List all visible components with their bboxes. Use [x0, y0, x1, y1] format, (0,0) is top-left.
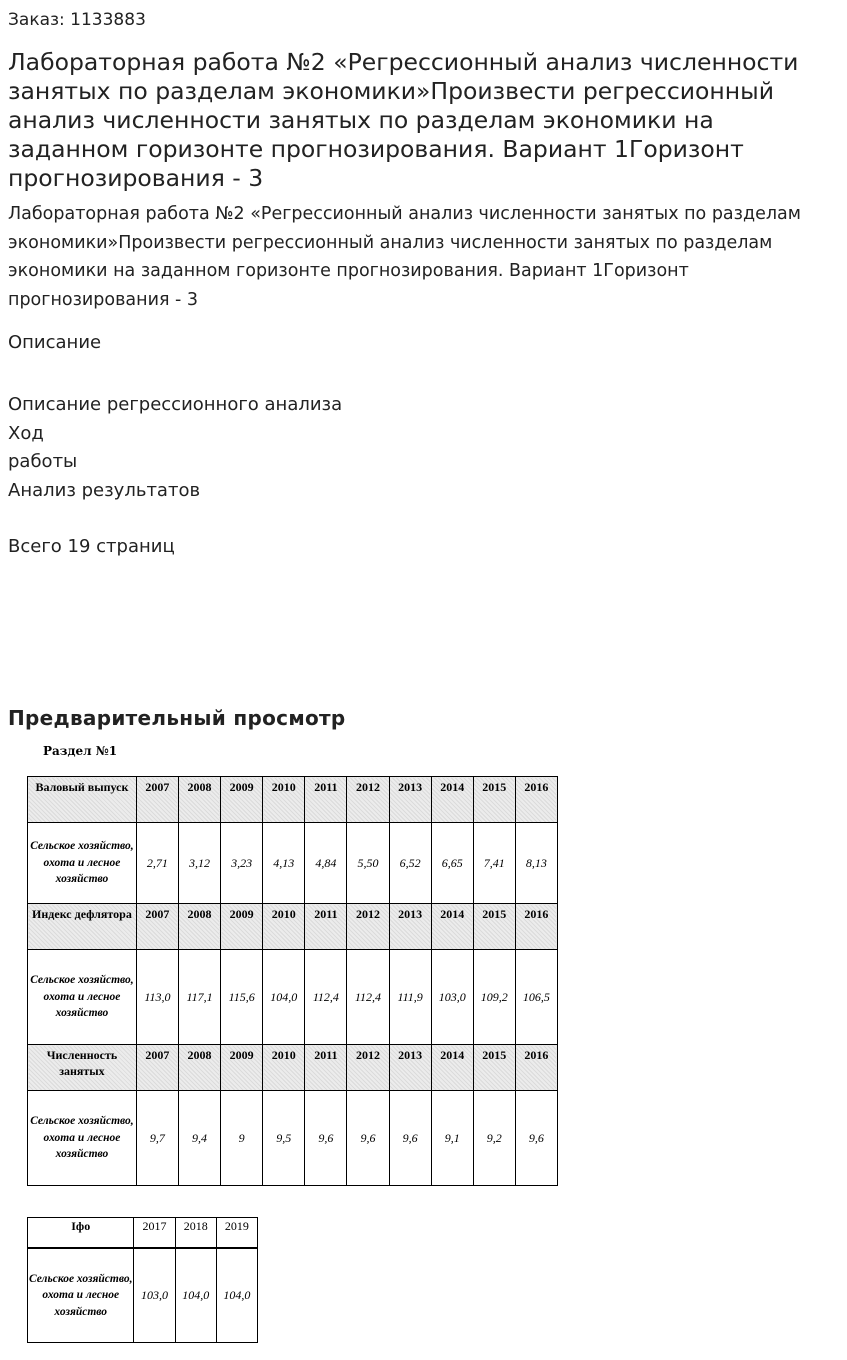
table-header-row: [28, 1045, 558, 1091]
value-cell: 4,13: [263, 823, 305, 904]
value-cell: 117,1: [178, 950, 220, 1045]
contents-list: [8, 391, 342, 505]
contents-item: работы: [8, 451, 78, 473]
year-cell: 2015: [473, 1045, 515, 1091]
year-cell: 2011: [305, 1045, 347, 1091]
value-cell: 8,13: [515, 823, 557, 904]
year-cell: 2012: [347, 904, 389, 950]
table-header-row: [28, 904, 558, 950]
value-cell: 9,7: [136, 1091, 178, 1186]
year-cell: 2019: [216, 1218, 257, 1248]
year-cell: 2014: [431, 1045, 473, 1091]
value-cell: 9,2: [473, 1091, 515, 1186]
section-label: Описание: [8, 332, 102, 353]
year-cell: 2015: [473, 777, 515, 823]
row-label-cell: Сельское хозяйство, охота и лесное хозяйство: [28, 1091, 137, 1186]
year-cell: 2008: [178, 904, 220, 950]
year-cell: 2010: [263, 904, 305, 950]
value-cell: 9: [221, 1091, 263, 1186]
year-cell: 2017: [134, 1218, 175, 1248]
value-cell: 112,4: [305, 950, 347, 1045]
value-cell: 103,0: [134, 1248, 175, 1343]
value-cell: 6,52: [389, 823, 431, 904]
year-cell: 2007: [136, 777, 178, 823]
order-number: Заказ: 1133883: [8, 10, 146, 30]
year-cell: 2011: [305, 904, 347, 950]
row-label-cell: Сельское хозяйство, охота и лесное хозяйство: [28, 950, 137, 1045]
description-text: Лабораторная работа №2 «Регрессионный анализ численности занятых по разделам экономики»Произвести регрессионный анализ численности занятых по разделам экономики на заданном горизонте прогнозирования. Вариант 1Горизонт прогнозирования - 3: [8, 204, 801, 310]
value-cell: 103,0: [431, 950, 473, 1045]
value-cell: 7,41: [473, 823, 515, 904]
table-row: [28, 1248, 258, 1343]
value-cell: 2,71: [136, 823, 178, 904]
year-cell: 2008: [178, 1045, 220, 1091]
value-cell: 115,6: [221, 950, 263, 1045]
year-cell: 2015: [473, 904, 515, 950]
value-cell: 6,65: [431, 823, 473, 904]
value-cell: 3,12: [178, 823, 220, 904]
value-cell: 9,6: [347, 1091, 389, 1186]
value-cell: 104,0: [263, 950, 305, 1045]
doc-section-heading: Раздел №1: [43, 744, 118, 758]
value-cell: 106,5: [515, 950, 557, 1045]
value-cell: 109,2: [473, 950, 515, 1045]
table-header-row: [28, 1218, 258, 1248]
year-cell: 2012: [347, 777, 389, 823]
value-cell: 9,6: [389, 1091, 431, 1186]
contents-item: Описание регрессионного анализа: [8, 394, 343, 415]
year-cell: 2009: [221, 904, 263, 950]
year-cell: 2010: [263, 1045, 305, 1091]
value-cell: 9,5: [263, 1091, 305, 1186]
year-cell: 2013: [389, 777, 431, 823]
value-cell: 9,6: [515, 1091, 557, 1186]
year-cell: 2011: [305, 777, 347, 823]
year-cell: 2016: [515, 904, 557, 950]
value-cell: 112,4: [347, 950, 389, 1045]
header-cell: Численность занятых: [28, 1045, 137, 1091]
value-cell: 104,0: [175, 1248, 216, 1343]
value-cell: 111,9: [389, 950, 431, 1045]
table-row: [28, 1091, 558, 1186]
value-cell: 104,0: [216, 1248, 257, 1343]
year-cell: 2010: [263, 777, 305, 823]
value-cell: 4,84: [305, 823, 347, 904]
year-cell: 2014: [431, 777, 473, 823]
year-cell: 2009: [221, 777, 263, 823]
year-cell: 2014: [431, 904, 473, 950]
value-cell: 9,6: [305, 1091, 347, 1186]
year-cell: 2016: [515, 777, 557, 823]
table-header-row: [28, 777, 558, 823]
row-label-cell: Сельское хозяйство, охота и лесное хозяйство: [28, 823, 137, 904]
header-cell: Iфо: [28, 1218, 134, 1248]
value-cell: 113,0: [136, 950, 178, 1045]
forecast-table: [27, 1217, 258, 1343]
contents-item: Анализ результатов: [8, 479, 201, 501]
year-cell: 2018: [175, 1218, 216, 1248]
preview-heading: Предварительный просмотр: [8, 706, 346, 730]
header-cell: Валовый выпуск: [28, 777, 137, 823]
year-cell: 2008: [178, 777, 220, 823]
total-pages: Всего 19 страниц: [8, 536, 175, 557]
row-label-cell: Сельское хозяйство, охота и лесное хозяйство: [28, 1248, 134, 1343]
value-cell: 9,4: [178, 1091, 220, 1186]
contents-item: Ход: [8, 422, 44, 444]
year-cell: 2007: [136, 904, 178, 950]
year-cell: 2013: [389, 1045, 431, 1091]
year-cell: 2016: [515, 1045, 557, 1091]
value-cell: 5,50: [347, 823, 389, 904]
table-row: [28, 823, 558, 904]
value-cell: 3,23: [221, 823, 263, 904]
page-title: Лабораторная работа №2 «Регрессионный анализ численности занятых по разделам экономики»Произвести регрессионный анализ численности занятых по разделам экономики на заданном горизонте прогнозирования. Вариант 1Горизонт прогнозирования - 3: [8, 48, 799, 192]
header-cell: Индекс дефлятора: [28, 904, 137, 950]
indicators-table: [27, 776, 558, 1186]
year-cell: 2012: [347, 1045, 389, 1091]
year-cell: 2009: [221, 1045, 263, 1091]
table-row: [28, 950, 558, 1045]
year-cell: 2013: [389, 904, 431, 950]
value-cell: 9,1: [431, 1091, 473, 1186]
year-cell: 2007: [136, 1045, 178, 1091]
